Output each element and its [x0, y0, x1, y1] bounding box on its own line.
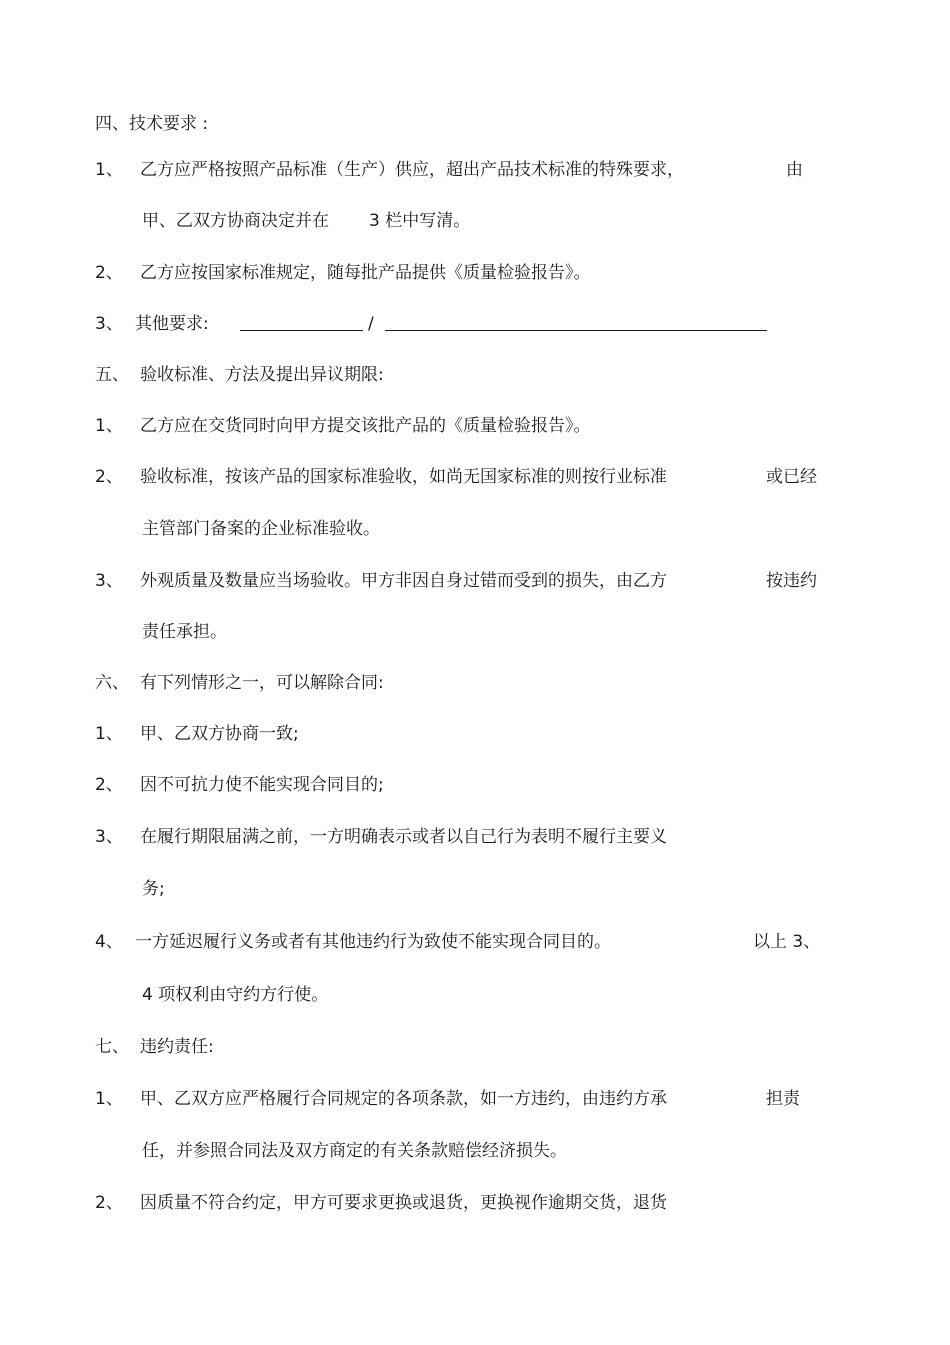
section-4-item-1-continuation-b: 3 栏中写清。 — [369, 211, 471, 231]
section-6-item-4-continuation: 4 项权利由守约方行使。 — [142, 985, 329, 1005]
section-5-item-3-number: 3、 — [95, 571, 123, 591]
section-4-item-1-number: 1、 — [95, 160, 123, 180]
section-6-item-2-text: 因不可抗力使不能实现合同目的; — [140, 775, 384, 795]
section-4-item-1-tail: 由 — [786, 160, 803, 180]
section-5-item-3-continuation: 责任承担。 — [142, 622, 227, 642]
section-5-item-1-number: 1、 — [95, 416, 123, 436]
section-6-item-4-text: 一方延迟履行义务或者有其他违约行为致使不能实现合同目的。 — [135, 932, 611, 952]
section-5-item-1-text: 乙方应在交货同时向甲方提交该批产品的《质量检验报告》。 — [140, 416, 591, 436]
section-5-heading: 验收标准、方法及提出异议期限: — [140, 365, 384, 385]
section-4-item-2-text: 乙方应按国家标准规定，随每批产品提供《质量检验报告》。 — [140, 263, 591, 283]
section-6-item-3-number: 3、 — [95, 827, 123, 847]
section-5-item-2-number: 2、 — [95, 467, 123, 487]
section-6-item-1-text: 甲、乙双方协商一致; — [140, 724, 299, 744]
section-6-item-3-text: 在履行期限届满之前，一方明确表示或者以自己行为表明不履行主要义 — [140, 827, 667, 847]
section-4-item-1-text: 乙方应严格按照产品标准（生产）供应，超出产品技术标准的特殊要求， — [140, 160, 684, 180]
section-5-item-2-text: 验收标准，按该产品的国家标准验收，如尚无国家标准的则按行业标准 — [140, 467, 667, 487]
section-4-item-3-number: 3、 — [95, 314, 123, 334]
section-7-item-1-tail: 担责 — [766, 1089, 800, 1109]
section-7-item-1-number: 1、 — [95, 1089, 123, 1109]
section-7-heading: 违约责任: — [140, 1037, 214, 1057]
section-5-item-3-tail: 按违约 — [766, 571, 817, 591]
section-7-item-1-text: 甲、乙双方应严格履行合同规定的各项条款，如一方违约，由违约方承 — [140, 1089, 667, 1109]
blank-separator-slash: / — [368, 314, 374, 334]
section-6-number: 六、 — [95, 673, 129, 693]
section-5-item-3-text: 外观质量及数量应当场验收。甲方非因自身过错而受到的损失，由乙方 — [140, 571, 667, 591]
section-7-number: 七、 — [95, 1037, 129, 1057]
fill-in-blank-1 — [240, 330, 363, 331]
section-5-number: 五、 — [95, 365, 129, 385]
section-4-item-1-continuation: 甲、乙双方协商决定并在 — [142, 211, 329, 231]
section-6-item-2-number: 2、 — [95, 775, 123, 795]
section-4-heading: 四、技术要求 : — [95, 114, 209, 134]
section-5-item-2-tail: 或已经 — [766, 467, 817, 487]
section-6-item-3-continuation: 务; — [142, 879, 165, 899]
section-6-item-4-tail: 以上 3、 — [753, 932, 821, 952]
section-7-item-2-text: 因质量不符合约定，甲方可要求更换或退货，更换视作逾期交货，退货 — [140, 1193, 667, 1213]
section-6-item-4-number: 4、 — [95, 932, 123, 952]
section-4-item-2-number: 2、 — [95, 263, 123, 283]
fill-in-blank-2 — [385, 330, 767, 331]
section-6-heading: 有下列情形之一，可以解除合同: — [140, 673, 384, 693]
section-7-item-1-continuation: 任，并参照合同法及双方商定的有关条款赔偿经济损失。 — [142, 1141, 567, 1161]
section-6-item-1-number: 1、 — [95, 724, 123, 744]
section-7-item-2-number: 2、 — [95, 1193, 123, 1213]
section-4-item-3-text: 其他要求: — [135, 314, 209, 334]
section-5-item-2-continuation: 主管部门备案的企业标准验收。 — [142, 519, 380, 539]
